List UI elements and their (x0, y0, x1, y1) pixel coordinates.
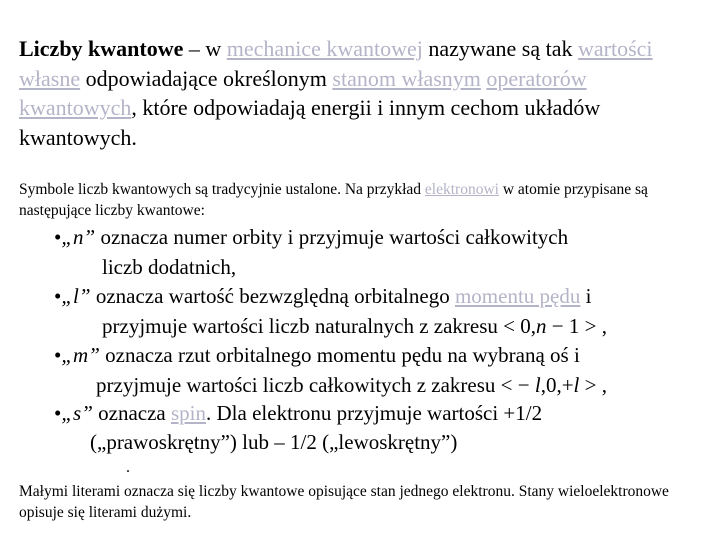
intro-paragraph (19, 34, 699, 152)
symbol-s: „s” (61, 401, 93, 425)
stray-dot: . (126, 459, 130, 476)
item-text: i (580, 284, 592, 308)
list-item-s (54, 401, 542, 425)
item-text: > , (579, 373, 607, 397)
bullet-icon: • (54, 401, 62, 425)
item-text: . Dla elektronu przyjmuje wartości +1/2 (206, 401, 543, 425)
link-mechanika-kwantowa[interactable]: mechanice kwantowej (226, 36, 423, 61)
link-operatory-kwantowe[interactable]: operatorów kwantowych (19, 65, 587, 120)
list-item-l-continued (102, 314, 607, 338)
intro-text: nazywane są tak (422, 36, 579, 61)
list-item-m (54, 343, 580, 367)
symbols-paragraph (19, 179, 709, 221)
list-item-n-continued (102, 255, 236, 279)
symbol-l: „l” (61, 284, 91, 308)
list-item-l (54, 284, 591, 308)
item-text: − 1 > , (546, 314, 607, 338)
bullet-icon: • (54, 284, 62, 308)
link-wartosci-wlasne[interactable]: wartości własne (19, 36, 653, 91)
intro-text: odpowiadające określonym (80, 65, 333, 91)
symbols-text: w atomie przypisane są następujące liczby kwantowe: (19, 181, 648, 219)
symbol-m: „m” (61, 343, 100, 367)
list-item-m-continued (96, 373, 607, 397)
item-text: oznacza wartość bezwzględną orbitalnego (90, 284, 455, 308)
link-elektron[interactable]: elektronowi (424, 181, 499, 198)
link-moment-pedu[interactable]: momentu pędu (454, 284, 581, 308)
symbol-n-inline: n (536, 314, 547, 338)
intro-text: – w (183, 36, 227, 61)
item-text: oznacza numer orbity i przyjmuje wartości całkowitych (95, 225, 569, 249)
item-text: przyjmuje wartości liczb naturalnych z zakresu < 0, (102, 314, 537, 338)
list-item-n (54, 225, 568, 249)
closing-paragraph: Małymi literami oznacza się liczby kwantowe opisujące stan jednego elektronu. Stany wieloelektronowe opisuje się literami dużymi. (19, 483, 669, 521)
item-text: ,0,+ (540, 373, 574, 397)
link-stany-wlasne[interactable]: stanom własnym (332, 65, 481, 91)
intro-text: , które odpowiadają energii i innym cechom układów kwantowych. (19, 95, 601, 150)
item-text: przyjmuje wartości liczb całkowitych z zakresu < − (96, 373, 535, 397)
symbol-l-inline: l (573, 373, 580, 397)
item-text: oznacza rzut orbitalnego momentu pędu na wybraną oś i (99, 343, 580, 367)
item-text: („prawoskrętny”) lub – 1/2 („lewoskrętny”) (90, 430, 458, 454)
bullet-icon: • (54, 343, 62, 367)
item-text: liczb dodatnich, (102, 255, 237, 279)
list-item-s-continued (90, 430, 457, 454)
symbols-text: Symbole liczb kwantowych są tradycyjnie ustalone. Na przykład (19, 181, 425, 198)
symbol-n: „n” (61, 225, 96, 249)
link-spin[interactable]: spin (171, 401, 207, 425)
term-bold: Liczby kwantowe (19, 36, 184, 61)
item-text: oznacza (92, 401, 171, 425)
symbol-l-inline: l (534, 373, 541, 397)
bullet-icon: • (54, 225, 62, 249)
